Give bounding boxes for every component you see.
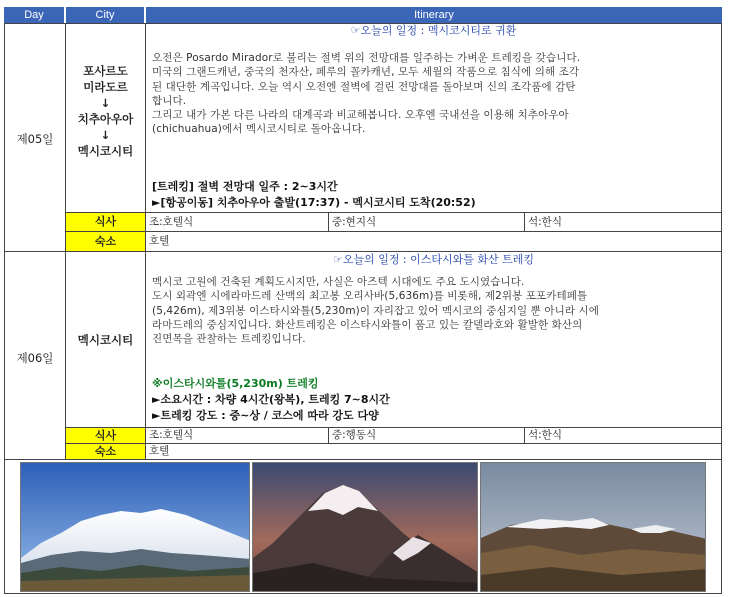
day05-cell xyxy=(4,23,66,252)
day06-breakfast: 조:호텔식 xyxy=(146,428,329,444)
day05-city-cell xyxy=(66,23,146,213)
day05-meal-label: 식사 xyxy=(66,213,146,232)
day05-itinerary-cell xyxy=(146,23,722,213)
paragraph-line: 된 대단한 계곡입니다. 오늘 역시 오전엔 절벽에 걸린 전망대를 돌아보며 신의 조각품에 감탄 xyxy=(152,80,576,93)
day05-city xyxy=(66,63,145,159)
day06-cell xyxy=(4,252,66,460)
day06-lunch: 중:행동식 xyxy=(329,428,525,444)
highlight-line: [트레킹] 절벽 전망대 일주 : 2~3시간 xyxy=(152,180,338,193)
day05-dinner: 석:한식 xyxy=(525,213,722,232)
paragraph-line: 합니다. xyxy=(152,94,187,107)
header-itinerary: Itinerary xyxy=(146,7,722,23)
photo-snow-ridge-mountain xyxy=(20,462,250,592)
paragraph-line: 도시 외곽엔 시에라마드레 산맥의 최고봉 오리사바(5,636m)를 비롯해, 제2위봉 포포카테페틀 xyxy=(152,290,588,303)
highlight-line: ►트레킹 강도 : 중~상 / 코스에 따라 강도 다양 xyxy=(152,409,379,422)
day06-description xyxy=(152,275,717,346)
photo-volcano-crater-view xyxy=(480,462,706,592)
city-line: 포사르도 xyxy=(83,64,128,78)
day06-dinner: 석:한식 xyxy=(525,428,722,444)
photo-volcano-peak-at-dusk xyxy=(252,462,478,592)
header-city: City xyxy=(66,7,144,23)
day05-highlights xyxy=(152,179,717,211)
day06-city: 멕시코시티 xyxy=(77,333,134,347)
paragraph-line: 미국의 그랜드캐년, 중국의 천자산, 페루의 꼴카캐년, 모두 세월의 작품으로 침식에 의해 조각 xyxy=(152,66,580,79)
highlight-line: ►소요시간 : 차량 4시간(왕복), 트레킹 7~8시간 xyxy=(152,393,390,406)
arrow-down-icon: ↓ xyxy=(100,128,111,142)
day06-highlights xyxy=(152,376,717,424)
day06-itinerary-cell xyxy=(146,252,722,428)
day06-lodging: 호텔 xyxy=(146,444,722,460)
day06-city-cell xyxy=(66,252,146,428)
day05-label: 제05일 xyxy=(16,132,54,146)
city-line: 멕시코시티 xyxy=(77,144,134,158)
day05-lunch: 중:현지식 xyxy=(329,213,525,232)
day05-title: ☞오늘의 일정 : 멕시코시티로 귀환 xyxy=(350,24,517,37)
day06-meal-label: 식사 xyxy=(66,428,146,444)
header-day: Day xyxy=(4,7,64,23)
day06-lodging-label: 숙소 xyxy=(66,444,146,460)
paragraph-line: 라마드레의 중심지입니다. 화산트레킹은 이스타시와틀이 품고 있는 칼델라호와 활발한 화산의 xyxy=(152,318,583,331)
paragraph-line: (chichuahua)에서 멕시코시티로 돌아옵니다. xyxy=(152,123,366,136)
paragraph-line: (5,426m), 제3위봉 이스타시와틀(5,230m)이 자리잡고 있어 멕시코의 중심지일 뿐 아니라 시에 xyxy=(152,304,600,317)
highlight-line: ►[항공이동] 치추아우아 출발(17:37) - 멕시코시티 도착(20:52) xyxy=(152,196,476,209)
day06-label: 제06일 xyxy=(16,351,54,365)
city-line: 미라도르 xyxy=(83,80,128,94)
day05-description xyxy=(152,51,717,137)
arrow-down-icon: ↓ xyxy=(100,96,111,110)
day05-lodging-label: 숙소 xyxy=(66,232,146,252)
trek-heading: ※이스타시와틀(5,230m) 트레킹 xyxy=(152,377,319,390)
city-line: 치추아우아 xyxy=(77,112,134,126)
day05-breakfast: 조:호텔식 xyxy=(146,213,329,232)
paragraph-line: 그리고 내가 가본 다른 나라의 대계곡과 비교해봅니다. 오후엔 국내선을 이용해 치추아우아 xyxy=(152,109,569,122)
paragraph-line: 멕시코 고원에 건축된 계획도시지만, 사실은 아즈텍 시대에도 주요 도시였습니다. xyxy=(152,276,525,288)
day05-lodging: 호텔 xyxy=(146,232,722,252)
day06-title: ☞오늘의 일정 : 이스타시와틀 화산 트레킹 xyxy=(332,253,535,266)
paragraph-line: 진면목을 관찰하는 트레킹입니다. xyxy=(152,333,306,346)
paragraph-line: 오전은 Posardo Mirador로 불리는 절벽 위의 전망대를 일주하는 가벼운 트레킹을 갖습니다. xyxy=(152,52,581,64)
